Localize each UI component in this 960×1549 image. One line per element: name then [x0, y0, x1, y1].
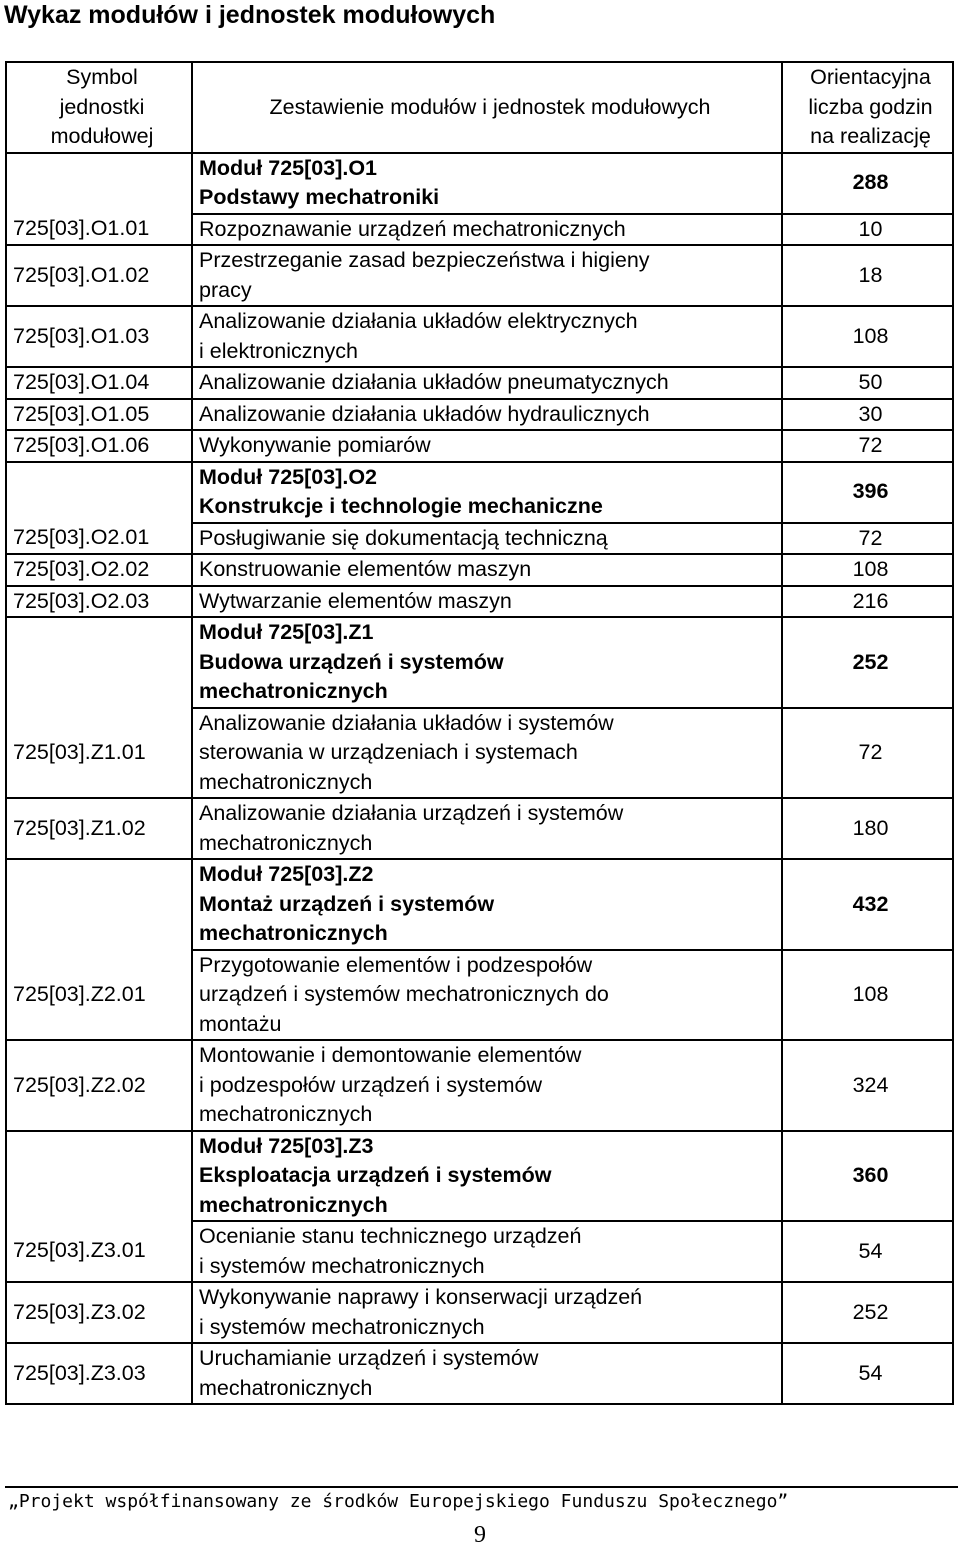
unit-name: Analizowanie działania układów pneumatycznych	[192, 367, 782, 399]
unit-name: Moduł 725[03].Z1 Budowa urządzeń i systemów mechatronicznych	[192, 617, 782, 708]
unit-row	[6, 245, 953, 306]
unit-row	[6, 798, 953, 859]
unit-hours: 108	[782, 554, 953, 586]
unit-code: 725[03].O1.02	[6, 245, 192, 306]
unit-code: 725[03].O1.01	[6, 214, 192, 246]
table-header-row	[6, 62, 953, 153]
page-title: Wykaz modułów i jednostek modułowych	[4, 1, 496, 29]
unit-row	[6, 1221, 953, 1282]
unit-code	[6, 1131, 192, 1222]
unit-code: 725[03].O2.03	[6, 586, 192, 618]
module-row	[6, 1131, 953, 1222]
unit-hours: 72	[782, 708, 953, 799]
unit-name: Moduł 725[03].Z3 Eksploatacja urządzeń i systemów mechatronicznych	[192, 1131, 782, 1222]
unit-hours: 288	[782, 153, 953, 214]
unit-hours: 216	[782, 586, 953, 618]
unit-code: 725[03].Z2.02	[6, 1040, 192, 1131]
unit-hours: 396	[782, 462, 953, 523]
unit-name: Analizowanie działania urządzeń i systemów mechatronicznych	[192, 798, 782, 859]
unit-name: Wykonywanie pomiarów	[192, 430, 782, 462]
unit-row	[6, 1343, 953, 1404]
unit-row	[6, 950, 953, 1041]
unit-hours: 252	[782, 617, 953, 708]
unit-name: Wytwarzanie elementów maszyn	[192, 586, 782, 618]
unit-name: Moduł 725[03].Z2 Montaż urządzeń i systemów mechatronicznych	[192, 859, 782, 950]
unit-hours: 108	[782, 306, 953, 367]
unit-row	[6, 306, 953, 367]
unit-row	[6, 586, 953, 618]
unit-name: Posługiwanie się dokumentacją techniczną	[192, 523, 782, 555]
unit-name: Analizowanie działania układów elektrycznych i elektronicznych	[192, 306, 782, 367]
header-listing: Zestawienie modułów i jednostek modułowych	[192, 62, 782, 153]
unit-row	[6, 708, 953, 799]
unit-name: Moduł 725[03].O1 Podstawy mechatroniki	[192, 153, 782, 214]
module-row	[6, 859, 953, 950]
unit-name: Wykonywanie naprawy i konserwacji urządzeń i systemów mechatronicznych	[192, 1282, 782, 1343]
unit-code: 725[03].Z3.03	[6, 1343, 192, 1404]
unit-row	[6, 214, 953, 246]
unit-code: 725[03].O1.05	[6, 399, 192, 431]
module-row	[6, 153, 953, 214]
header-symbol: Symbol jednostki modułowej	[6, 62, 192, 153]
unit-row	[6, 367, 953, 399]
header-hours: Orientacyjna liczba godzin na realizację	[782, 62, 953, 153]
unit-name: Przestrzeganie zasad bezpieczeństwa i higieny pracy	[192, 245, 782, 306]
modules-table	[5, 61, 954, 1405]
unit-hours: 360	[782, 1131, 953, 1222]
footer-text: „Projekt współfinansowany ze środków Europejskiego Funduszu Społecznego”	[8, 1491, 789, 1512]
unit-code: 725[03].O1.03	[6, 306, 192, 367]
unit-code: 725[03].O1.06	[6, 430, 192, 462]
unit-hours: 30	[782, 399, 953, 431]
unit-code	[6, 859, 192, 950]
unit-name: Konstruowanie elementów maszyn	[192, 554, 782, 586]
unit-hours: 324	[782, 1040, 953, 1131]
unit-code: 725[03].Z1.01	[6, 708, 192, 799]
unit-name: Analizowanie działania układów hydraulicznych	[192, 399, 782, 431]
unit-name: Montowanie i demontowanie elementów i podzespołów urządzeń i systemów mechatronicznych	[192, 1040, 782, 1131]
unit-name: Rozpoznawanie urządzeń mechatronicznych	[192, 214, 782, 246]
unit-hours: 54	[782, 1221, 953, 1282]
unit-code: 725[03].O2.02	[6, 554, 192, 586]
module-row	[6, 617, 953, 708]
unit-row	[6, 1282, 953, 1343]
unit-hours: 432	[782, 859, 953, 950]
unit-code	[6, 153, 192, 214]
unit-code: 725[03].O2.01	[6, 523, 192, 555]
module-row	[6, 462, 953, 523]
unit-name: Analizowanie działania układów i systemów sterowania w urządzeniach i systemach mechatronicznych	[192, 708, 782, 799]
unit-name: Uruchamianie urządzeń i systemów mechatronicznych	[192, 1343, 782, 1404]
unit-name: Moduł 725[03].O2 Konstrukcje i technologie mechaniczne	[192, 462, 782, 523]
unit-hours: 72	[782, 523, 953, 555]
unit-code	[6, 462, 192, 523]
unit-row	[6, 399, 953, 431]
table-body	[6, 153, 953, 1405]
unit-hours: 54	[782, 1343, 953, 1404]
unit-hours: 108	[782, 950, 953, 1041]
unit-code: 725[03].Z2.01	[6, 950, 192, 1041]
unit-hours: 180	[782, 798, 953, 859]
unit-hours: 252	[782, 1282, 953, 1343]
unit-hours: 10	[782, 214, 953, 246]
unit-row	[6, 1040, 953, 1131]
unit-code	[6, 617, 192, 708]
unit-hours: 50	[782, 367, 953, 399]
unit-hours: 72	[782, 430, 953, 462]
unit-code: 725[03].Z1.02	[6, 798, 192, 859]
unit-code: 725[03].Z3.02	[6, 1282, 192, 1343]
unit-row	[6, 523, 953, 555]
unit-hours: 18	[782, 245, 953, 306]
unit-name: Ocenianie stanu technicznego urządzeń i systemów mechatronicznych	[192, 1221, 782, 1282]
unit-code: 725[03].Z3.01	[6, 1221, 192, 1282]
unit-name: Przygotowanie elementów i podzespołów urządzeń i systemów mechatronicznych do montażu	[192, 950, 782, 1041]
unit-code: 725[03].O1.04	[6, 367, 192, 399]
page-number: 9	[474, 1522, 486, 1548]
unit-row	[6, 430, 953, 462]
footer-divider	[5, 1486, 958, 1488]
unit-row	[6, 554, 953, 586]
